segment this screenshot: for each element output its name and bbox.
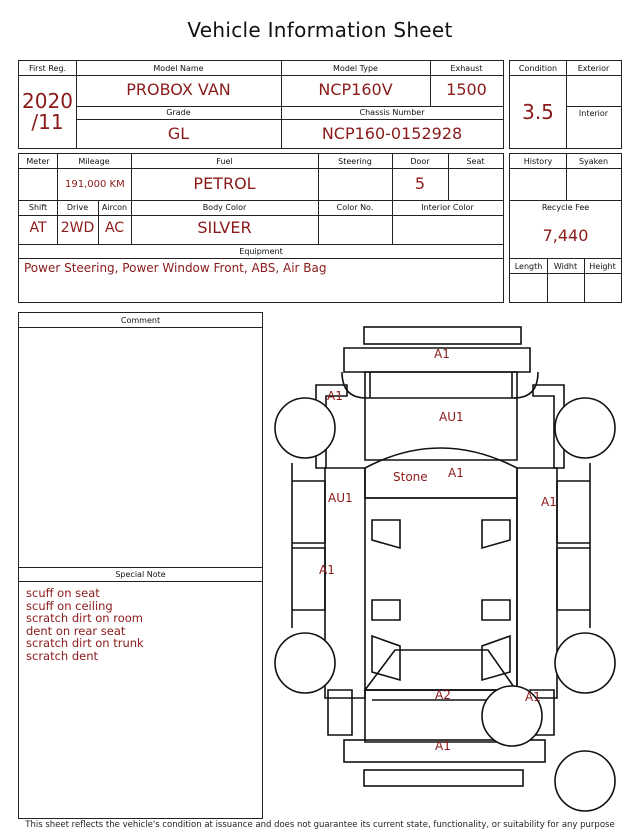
history-box	[509, 153, 622, 303]
mark-left-rear-door: A1	[319, 563, 335, 577]
color-no-label: Color No.	[336, 203, 374, 212]
recycle-fee-value: 7,440	[542, 226, 589, 245]
model-type-label: Model Type	[333, 64, 378, 73]
door-value: 5	[414, 174, 426, 193]
condition-box	[509, 60, 622, 149]
fuel-label: Fuel	[216, 157, 233, 166]
body-color-value: SILVER	[197, 218, 252, 237]
aircon-value: AC	[104, 220, 125, 236]
special-note-list	[26, 587, 256, 663]
mark-windshield-stone: Stone	[393, 470, 428, 484]
chassis-value: NCP160-0152928	[321, 124, 463, 143]
notes-box	[18, 312, 263, 819]
special-note-line: scratch dirt on room	[26, 611, 143, 626]
mark-windshield-a1: A1	[448, 466, 464, 480]
exhaust-value: 1500	[446, 80, 487, 99]
shift-label: Shift	[28, 203, 48, 212]
recycle-fee-label: Recycle Fee	[541, 203, 590, 212]
mark-roof: AU1	[439, 410, 464, 424]
sheet-title: Vehicle Information Sheet	[187, 18, 453, 42]
condition-score: 3.5	[522, 100, 554, 124]
condition-label: Condition	[518, 64, 558, 73]
chassis-label: Chassis Number	[359, 108, 425, 117]
disclaimer-footer: This sheet reflects the vehicle's condition at issuance and does not guarantee its current state, functionality, or suitability for any purpose	[25, 820, 615, 830]
meter-label: Meter	[26, 157, 50, 166]
height-label: Height	[589, 262, 616, 271]
interior-color-label: Interior Color	[421, 203, 474, 212]
fuel-value: PETROL	[193, 174, 256, 193]
drive-label: Drive	[66, 203, 89, 212]
mark-right-front-door: A1	[541, 495, 557, 509]
equipment-value: Power Steering, Power Window Front, ABS, Air Bag	[24, 261, 327, 275]
first-reg-month: /11	[31, 110, 64, 134]
drive-value: 2WD	[60, 220, 95, 236]
interior-label: Interior	[578, 109, 609, 118]
special-note-label: Special Note	[115, 570, 166, 579]
length-label: Length	[514, 262, 543, 271]
body-color-label: Body Color	[202, 203, 247, 212]
grade-value: GL	[167, 124, 190, 143]
special-note-line: dent on rear seat	[26, 623, 126, 638]
exterior-label: Exterior	[577, 64, 610, 73]
model-type-value: NCP160V	[318, 80, 393, 99]
mark-left-front-door: AU1	[328, 491, 353, 505]
width-label: Widht	[553, 262, 578, 271]
grade-label: Grade	[166, 108, 191, 117]
model-name-value: PROBOX VAN	[126, 80, 231, 99]
mileage-label: Mileage	[78, 157, 110, 166]
special-note-line: scuff on ceiling	[26, 598, 113, 613]
mark-right-rear-quarter: A1	[525, 690, 541, 704]
vehicle-info-box	[18, 60, 504, 149]
shift-value: AT	[29, 220, 47, 236]
mark-hood: A1	[434, 347, 450, 361]
mark-back-door: A2	[435, 688, 451, 702]
history-label: History	[523, 157, 553, 166]
equipment-label: Equipment	[239, 247, 283, 256]
seat-label: Seat	[466, 157, 485, 166]
first-reg-label: First Reg.	[28, 64, 67, 73]
mark-left-front-fender: A1	[327, 389, 343, 403]
special-note-line: scratch dirt on trunk	[26, 636, 144, 651]
model-name-label: Model Name	[153, 64, 204, 73]
vehicle-damage-diagram	[268, 318, 628, 818]
steering-label: Steering	[338, 157, 372, 166]
specs-box	[18, 153, 504, 303]
mark-rear-bumper: A1	[435, 739, 451, 753]
comment-label: Comment	[120, 316, 161, 325]
door-label: Door	[410, 157, 430, 166]
aircon-label: Aircon	[101, 203, 128, 212]
mileage-value: 191,000 KM	[65, 179, 125, 190]
special-note-line: scratch dent	[26, 648, 99, 663]
exhaust-label: Exhaust	[450, 64, 483, 73]
first-reg-year: 2020	[22, 89, 73, 113]
special-note-line: scuff on seat	[26, 586, 100, 600]
syaken-label: Syaken	[578, 157, 609, 166]
